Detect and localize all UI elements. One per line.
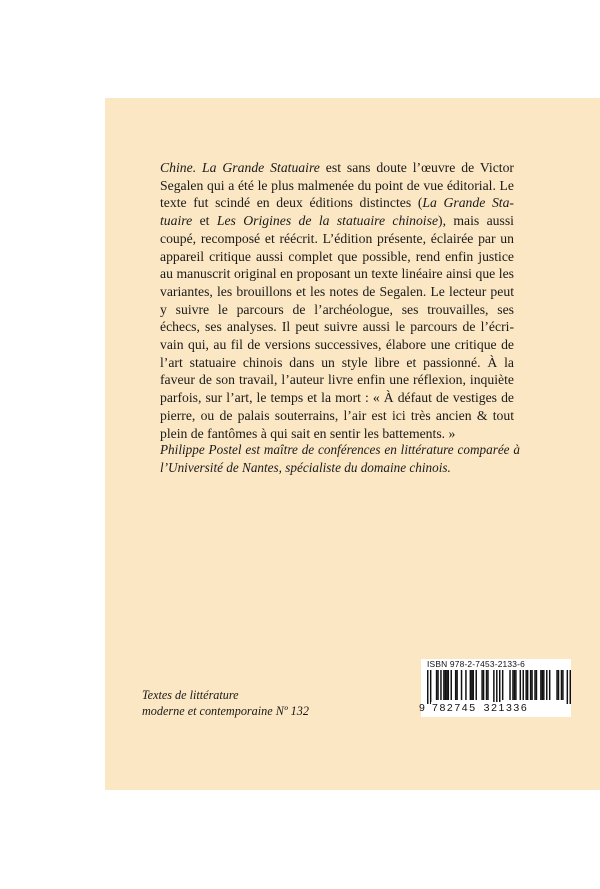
barcode-bar [456, 670, 457, 700]
barcode-bar [514, 670, 515, 700]
blurb-text: et [192, 213, 217, 229]
book-title-alt: La Grande Sta-tuaire [160, 195, 514, 229]
blurb-paragraph [160, 159, 514, 442]
barcode-bar [430, 670, 431, 704]
series-line-1: Textes de littérature [142, 688, 239, 702]
barcode-bar [540, 670, 541, 700]
ean-group-1: 782745 [432, 702, 477, 714]
ean-barcode-icon [427, 670, 571, 704]
author-bio-text: Philippe Postel est maître de conférences en littérature comparée à l’Université de Nantes, spécialiste du domaine chinois. [160, 442, 520, 475]
barcode-bar [440, 670, 441, 700]
barcode-bar [427, 670, 428, 704]
barcode-bar [562, 670, 563, 700]
blurb-text: ), mais aussi coupé, recomposé et réécrit. L’édition présente, éclairée par un appareil critique aussi complet que possible, rend enfin justice au manuscrit original en proposant un texte linéaire ainsi que les variantes, les brouillons et les notes de Segalen. Le lecteur peut y suivre le parcours de l’archéologue, ses trouvailles, ses échecs, ses analyses. Il peut suivre aussi le parcours de l’écri-vain qui, au fil de versions successives, élabore une critique de l’art statuaire chinois dans un style libre et passionné. À la faveur de son travail, l’auteur livre enfin une réflexion, inquiète parfois, sur l’art, le temps et la mort : « À défaut de vestiges de pierre, ou de palais souterrains, l’air est ici très ancien & tout plein de fantômes à qui sait en sentir les battements. » [160, 213, 514, 441]
barcode-bar [567, 670, 568, 704]
barcode-bar [471, 670, 472, 700]
barcode-bar [515, 670, 516, 700]
barcode-bar [465, 670, 466, 700]
barcode-bar [543, 670, 544, 700]
barcode-bar [448, 670, 449, 700]
barcode-bar [520, 670, 521, 700]
barcode-bar [493, 670, 494, 704]
barcode-bar [502, 670, 503, 700]
barcode-bar [451, 670, 452, 700]
barcode-bar [475, 670, 476, 700]
barcode-bar [443, 670, 444, 700]
barcode-bar [499, 670, 500, 704]
barcode-bar [561, 670, 562, 700]
ean-group-2: 321336 [483, 702, 529, 714]
barcode-bar [436, 670, 437, 700]
barcode-bar [483, 670, 484, 700]
barcode-bar [481, 670, 482, 700]
barcode-bar [470, 670, 471, 700]
barcode-bar [570, 670, 571, 704]
barcode-bar [527, 670, 528, 700]
series-info [142, 688, 372, 719]
barcode-bar [531, 670, 532, 700]
barcode-bar [437, 670, 438, 700]
blurb-text: est sans doute l’œuvre de Victor Segalen qui a été le plus malmenée du point de vue éditorial. Le texte fut scindé en deux éditions distinctes ( [160, 160, 514, 211]
barcode-bar [546, 670, 547, 700]
barcode-bar [487, 670, 488, 700]
barcode-bar [486, 670, 487, 700]
book-title: Chine. La Grande Statuaire [160, 160, 320, 175]
barcode-bar [455, 670, 456, 700]
barcode-bar [536, 670, 537, 700]
barcode-bar [461, 670, 462, 700]
barcode-bar [542, 670, 543, 700]
barcode-bar [445, 670, 446, 700]
barcode-bar [496, 670, 497, 704]
isbn-label: ISBN 978-2-7453-2133-6 [427, 659, 525, 669]
barcode-bar [523, 670, 524, 700]
book-title-alt: Les Origines de la statuaire chinoise [216, 213, 439, 229]
author-bio [160, 441, 520, 476]
barcode-bar [558, 670, 559, 700]
ean-digits [419, 702, 573, 714]
barcode-bar [556, 670, 557, 700]
barcode-bar [525, 670, 526, 700]
barcode-bar [530, 670, 531, 700]
barcode-bar [473, 670, 474, 700]
barcode-bar [534, 670, 535, 700]
barcode-bar [549, 670, 550, 700]
barcode-bar [512, 670, 513, 700]
back-cover-blurb [160, 159, 514, 442]
barcode-bar [446, 670, 447, 700]
ean-lead-digit: 9 [419, 702, 425, 714]
series-line-2: moderne et contemporaine Nº 132 [142, 703, 309, 718]
barcode-bar [509, 670, 510, 700]
